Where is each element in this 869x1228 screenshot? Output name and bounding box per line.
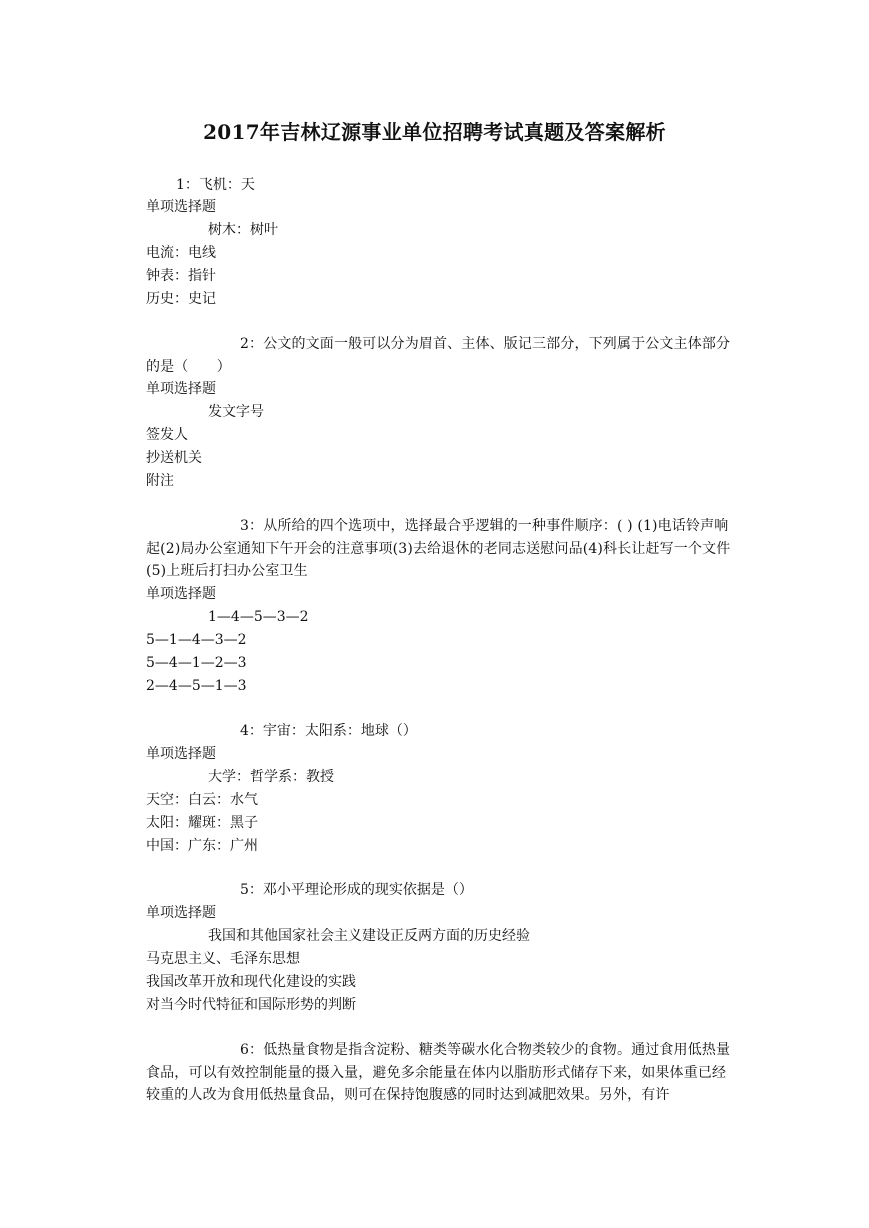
option-b: 马克思主义、毛泽东思想 <box>146 951 300 967</box>
option-b: 天空：白云：水气 <box>146 792 258 808</box>
option-a: 1—4—5—3—2 <box>208 609 309 625</box>
option-a: 发文字号 <box>208 404 264 420</box>
option-a: 树木：树叶 <box>208 222 278 238</box>
question-stem: 2：公文的文面一般可以分为眉首、主体、版记三部分，下列属于公文主体部分的是（ ） <box>146 336 731 375</box>
option-c: 钟表：指针 <box>146 268 216 284</box>
option-d: 附注 <box>146 473 174 489</box>
question-type: 单项选择题 <box>146 586 216 602</box>
option-b: 5—1—4—3—2 <box>146 632 247 648</box>
option-b: 签发人 <box>146 427 188 443</box>
option-c: 我国改革开放和现代化建设的实践 <box>146 974 356 990</box>
option-b: 电流：电线 <box>146 245 216 261</box>
question-type: 单项选择题 <box>146 746 216 762</box>
question-stem: 1：飞机：天 <box>176 177 255 193</box>
question-stem: 5：邓小平理论形成的现实依据是（） <box>240 882 473 898</box>
option-c: 太阳：耀斑：黑子 <box>146 815 258 831</box>
question-type: 单项选择题 <box>146 199 216 215</box>
question-type: 单项选择题 <box>146 381 216 397</box>
option-a: 大学：哲学系：教授 <box>208 769 334 785</box>
option-a: 我国和其他国家社会主义建设正反两方面的历史经验 <box>208 928 530 944</box>
question-stem: 4：宇宙：太阳系：地球（） <box>240 723 417 739</box>
option-d: 2—4—5—1—3 <box>146 678 247 694</box>
option-c: 5—4—1—2—3 <box>146 655 247 671</box>
page-title: 2017年吉林辽源事业单位招聘考试真题及答案解析 <box>203 120 666 144</box>
option-d: 对当今时代特征和国际形势的判断 <box>146 997 356 1013</box>
option-d: 历史：史记 <box>146 291 216 307</box>
question-type: 单项选择题 <box>146 905 216 921</box>
question-stem: 3：从所给的四个选项中，选择最合乎逻辑的一种事件顺序：( ) (1)电话铃声响起(2)局办公室通知下午开会的注意事项(3)去给退休的老同志送慰问品(4)科长让赶写一个文件(5)上班后打扫办公室卫生 <box>146 518 731 579</box>
option-c: 抄送机关 <box>146 450 202 466</box>
option-d: 中国：广东：广州 <box>146 838 258 854</box>
question-stem: 6：低热量食物是指含淀粉、糖类等碳水化合物类较少的食物。通过食用低热量食品，可以有效控制能量的摄入量，避免多余能量在体内以脂肪形式储存下来，如果体重已经较重的人改为食用低热量食品，则可在保持饱腹感的同时达到减肥效果。另外，有许 <box>146 1042 731 1103</box>
